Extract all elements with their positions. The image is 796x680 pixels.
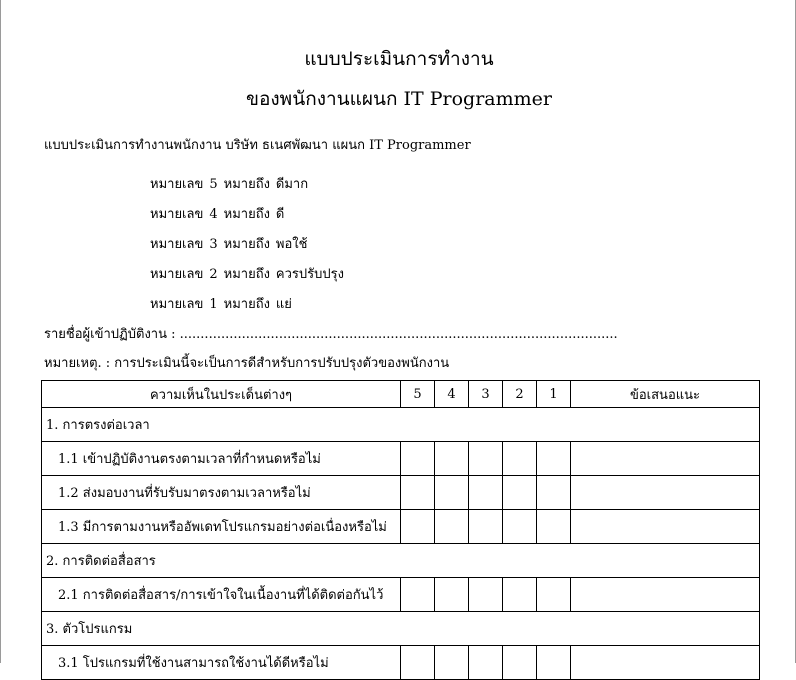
score-cell-5[interactable] xyxy=(401,476,435,510)
score-cell-5[interactable] xyxy=(401,578,435,612)
table-row xyxy=(42,578,760,612)
reviewer-line xyxy=(44,323,618,344)
score-cell-5[interactable] xyxy=(401,442,435,476)
scale-item: หมายเลข 5 หมายถึง ดีมาก xyxy=(150,177,309,192)
score-cell-2[interactable] xyxy=(503,510,537,544)
scale-item: หมายเลข 4 หมายถึง ดี xyxy=(150,207,285,222)
score-cell-3[interactable] xyxy=(469,510,503,544)
score-cell-2[interactable] xyxy=(503,578,537,612)
score-cell-1[interactable] xyxy=(537,510,571,544)
score-cell-1[interactable] xyxy=(537,578,571,612)
score-cell-1[interactable] xyxy=(537,476,571,510)
section-row xyxy=(42,612,760,646)
header-score-2: 2 xyxy=(503,381,537,408)
suggestion-cell[interactable] xyxy=(571,476,760,510)
section-title: 1. การตรงต่อเวลา xyxy=(42,408,760,442)
header-topic: ความเห็นในประเด็นต่างๆ xyxy=(42,381,401,408)
suggestion-cell[interactable] xyxy=(571,578,760,612)
header-score-1: 1 xyxy=(537,381,571,408)
score-cell-3[interactable] xyxy=(469,442,503,476)
table-row xyxy=(42,510,760,544)
score-cell-1[interactable] xyxy=(537,442,571,476)
document-subtitle: ของพนักงานแผนก IT Programmer xyxy=(246,88,552,110)
item-label: 1.1 เข้าปฏิบัติงานตรงตามเวลาที่กำหนดหรือไม่ xyxy=(42,442,401,476)
item-label: 1.2 ส่งมอบงานที่รับรับมาตรงตามเวลาหรือไม่ xyxy=(42,476,401,510)
score-cell-5[interactable] xyxy=(401,510,435,544)
score-cell-2[interactable] xyxy=(503,442,537,476)
evaluation-table xyxy=(41,380,760,680)
header-score-5: 5 xyxy=(401,381,435,408)
item-label: 1.3 มีการตามงานหรืออัพเดทโปรแกรมอย่างต่อเนื่องหรือไม่ xyxy=(42,510,401,544)
scale-item: หมายเลข 3 หมายถึง พอใช้ xyxy=(150,237,308,252)
score-cell-2[interactable] xyxy=(503,476,537,510)
intro-text: แบบประเมินการทำงานพนักงาน บริษัท ธเนศพัฒนา แผนก IT Programmer xyxy=(44,138,471,153)
table-row xyxy=(42,442,760,476)
note-text: หมายเหตุ. : การประเมินนี้จะเป็นการดีสำหรับการปรับปรุงตัวของพนักงาน xyxy=(44,356,450,371)
section-title: 3. ตัวโปรแกรม xyxy=(42,612,760,646)
scale-item: หมายเลข 2 หมายถึง ควรปรับปรุง xyxy=(150,267,344,282)
section-row xyxy=(42,544,760,578)
header-score-3: 3 xyxy=(469,381,503,408)
reviewer-blank: .......................................................................................................... xyxy=(179,327,618,342)
score-cell-4[interactable] xyxy=(435,510,469,544)
scale-item: หมายเลข 1 หมายถึง แย่ xyxy=(150,297,292,312)
score-cell-4[interactable] xyxy=(435,578,469,612)
item-label: 3.1 โปรแกรมที่ใช้งานสามารถใช้งานได้ดีหรือไม่ xyxy=(42,646,401,680)
reviewer-label: รายชื่อผู้เข้าปฏิบัติงาน : xyxy=(44,327,176,342)
header-suggestion: ข้อเสนอแนะ xyxy=(571,381,760,408)
suggestion-cell[interactable] xyxy=(571,442,760,476)
table-header-row xyxy=(42,381,760,408)
table-row xyxy=(42,476,760,510)
item-label: 2.1 การติดต่อสื่อสาร/การเข้าใจในเนื้องานที่ได้ติดต่อกันไว้ xyxy=(42,578,401,612)
score-cell-4[interactable] xyxy=(435,442,469,476)
score-cell-3[interactable] xyxy=(469,476,503,510)
document-title: แบบประเมินการทำงาน xyxy=(304,48,494,70)
header-score-4: 4 xyxy=(435,381,469,408)
section-row xyxy=(42,408,760,442)
score-cell-3[interactable] xyxy=(469,578,503,612)
section-title: 2. การติดต่อสื่อสาร xyxy=(42,544,760,578)
suggestion-cell[interactable] xyxy=(571,510,760,544)
score-cell-4[interactable] xyxy=(435,476,469,510)
